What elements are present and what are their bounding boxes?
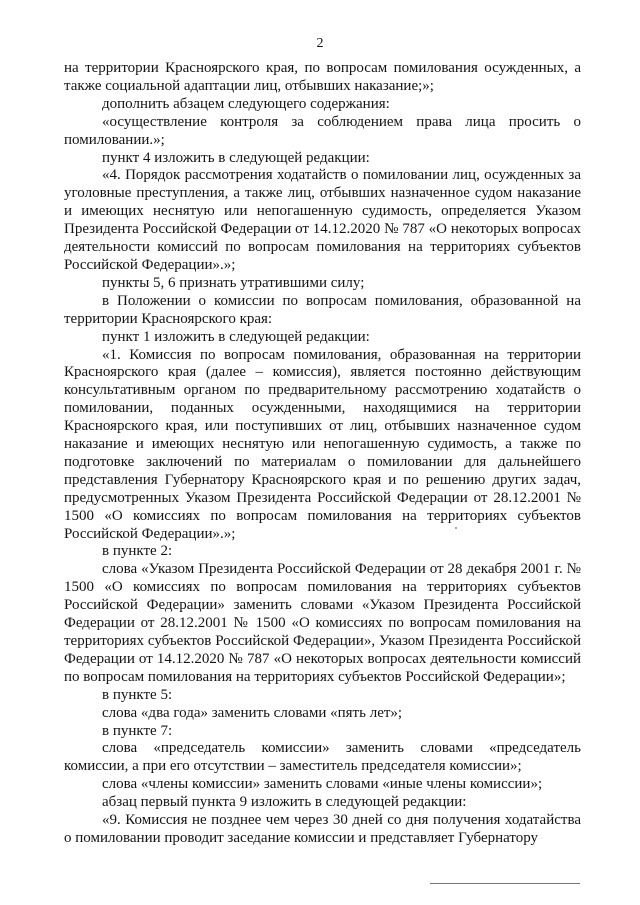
paragraph: пункт 1 изложить в следующей редакции: [102,328,370,345]
paragraph: слова «Указом Президента Российской Федерации от 28 декабря 2001 г. № 1500 «О комиссиях по вопросам помилования на территориях субъектов Российской Федерации» заменить словами «Указом Президента Российской Федерации от 28.12.2001 № 1500 «О комиссиях по вопросам помилования на территориях субъектов Российской Федерации», Указом Президента Российской Федерации от 14.12.2020 № 787 «О некоторых вопросах деятельности комиссий по вопросам помилования на территориях субъектов Российской Федерации»; [64,561,581,685]
paragraph: в пункте 2: [102,543,173,560]
page-number: 2 [316,36,324,51]
paragraph: в пункте 5: [102,686,173,703]
scan-speck [455,527,457,529]
paragraph: на территории Красноярского края, по вопросам помилования осужденных, а также социальной адаптации лиц, отбывших наказание;»; [64,60,581,94]
paragraph: слова «председатель комиссии» заменить словами «председатель комиссии, а при его отсутствии – заместитель председателя комиссии»; [64,740,581,775]
paragraph: «осуществление контроля за соблюдением права лица просить о помиловании.»; [64,113,581,148]
paragraph: дополнить абзацем следующего содержания: [102,95,390,112]
paragraph: слова «члены комиссии» заменить словами «иные члены комиссии»; [102,776,543,793]
paragraph: в пункте 7: [102,722,173,739]
paragraph: «4. Порядок рассмотрения ходатайств о помиловании лиц, осужденных за уголовные преступления, а также лиц, отбывших назначенное судом наказание и имеющих неснятую или непогашенную судимость, определяется Указом Президента Российской Федерации от 14.12.2020 № 787 «О некоторых вопросах деятельности комиссий по вопросам помилования на территориях субъектов Российской Федерации».»; [64,167,581,273]
document-body [64,60,581,848]
paragraph: в Положении о комиссии по вопросам помилования, образованной на территории Красноярского края: [64,292,581,327]
paragraph: «1. Комиссия по вопросам помилования, образованная на территории Красноярского края (далее – комиссия), является постоянно действующим консультативным органом по предварительному рассмотрению ходатайств о помиловании, поданных осужденными, находящимися на территории Красноярского края, или поступивших от лиц, отбывших назначенное судом наказание и имеющих неснятую или непогашенную судимость, а также по подготовке заключений по материалам о помиловании для дальнейшего представления Губернатору Красноярского края и по решению других задач, предусмотренных Указом Президента Российской Федерации от 28.12.2001 № 1500 «О комиссиях по вопросам помилования на территориях субъектов Российской Федерации».»; [64,346,581,542]
paragraph: абзац первый пункта 9 изложить в следующей редакции: [102,794,467,811]
paragraph: «9. Комиссия не позднее чем через 30 дней со дня получения ходатайства о помиловании проводит заседание комиссии и представляет Губернатору [64,812,581,846]
paragraph: пункты 5, 6 признать утратившими силу; [102,274,365,291]
paragraph: пункт 4 изложить в следующей редакции: [102,149,370,166]
paragraph: слова «два года» заменить словами «пять лет»; [102,704,403,721]
footer-rule [430,883,580,884]
